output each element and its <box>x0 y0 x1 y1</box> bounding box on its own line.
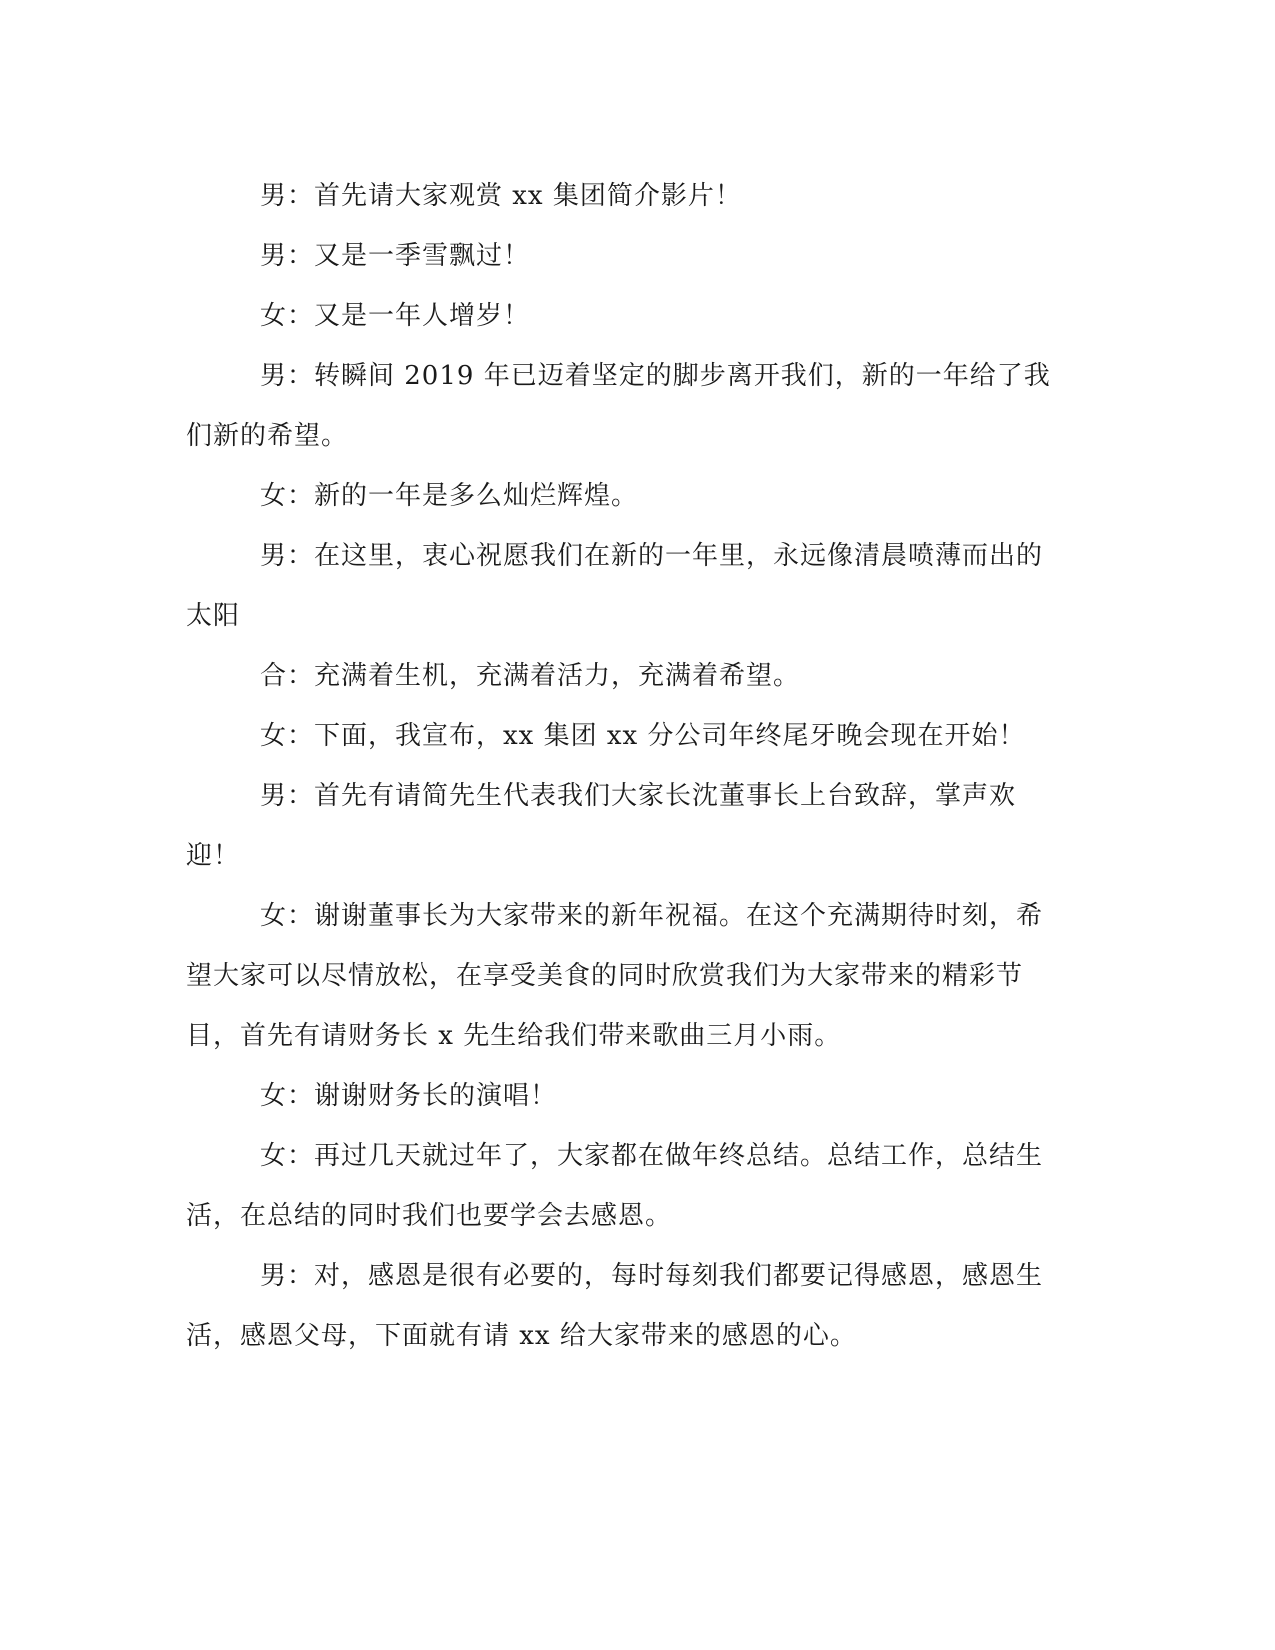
document-body <box>186 166 1066 1366</box>
paragraph-12: 女：再过几天就过年了，大家都在做年终总结。总结工作，总结生活，在总结的同时我们也要学会去感恩。 <box>186 1141 1044 1231</box>
paragraph-13: 男：对，感恩是很有必要的，每时每刻我们都要记得感恩，感恩生活，感恩父母，下面就有请 xx 给大家带来的感恩的心。 <box>186 1261 1044 1351</box>
paragraph-7: 合：充满着生机，充满着活力，充满着希望。 <box>260 661 801 691</box>
paragraph-9: 男：首先有请简先生代表我们大家长沈董事长上台致辞，掌声欢迎！ <box>186 781 1017 871</box>
paragraph-11: 女：谢谢财务长的演唱！ <box>260 1081 558 1111</box>
paragraph-5: 女：新的一年是多么灿烂辉煌。 <box>260 481 639 511</box>
paragraph-10: 女：谢谢董事长为大家带来的新年祝福。在这个充满期待时刻，希望大家可以尽情放松，在享受美食的同时欣赏我们为大家带来的精彩节目，首先有请财务长 x 先生给我们带来歌曲三月小雨。 <box>186 901 1044 1051</box>
paragraph-8: 女：下面，我宣布，xx 集团 xx 分公司年终尾牙晚会现在开始！ <box>260 721 1026 751</box>
paragraph-2: 男：又是一季雪飘过！ <box>260 241 531 271</box>
paragraph-1: 男：首先请大家观赏 xx 集团简介影片！ <box>260 181 742 211</box>
paragraph-3: 女：又是一年人增岁！ <box>260 301 531 331</box>
paragraph-4: 男：转瞬间 2019 年已迈着坚定的脚步离开我们，新的一年给了我们新的希望。 <box>186 361 1051 451</box>
paragraph-6: 男：在这里，衷心祝愿我们在新的一年里，永远像清晨喷薄而出的太阳 <box>186 541 1044 631</box>
